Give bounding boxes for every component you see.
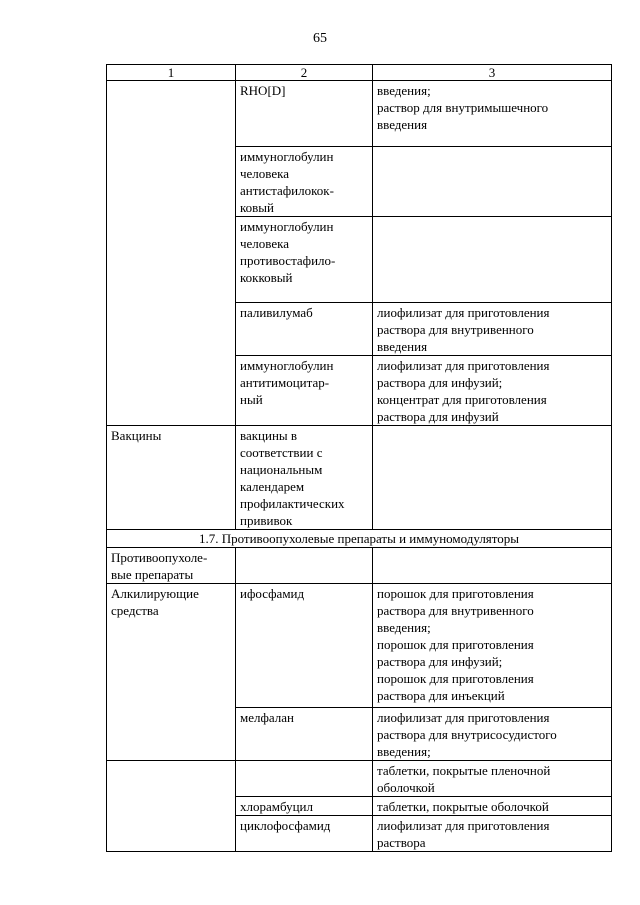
drug-name-cell: циклофосфамид <box>236 816 373 852</box>
column-header-3: 3 <box>373 65 612 81</box>
table-row <box>107 426 612 530</box>
drug-name-cell <box>236 548 373 584</box>
table-row <box>107 584 612 708</box>
dosage-form-cell: лиофилизат для приготовления раствора <box>373 816 612 852</box>
dosage-form-cell <box>373 426 612 530</box>
dosage-form-cell <box>373 217 612 303</box>
group-cell <box>107 761 236 852</box>
dosage-form-cell <box>373 548 612 584</box>
table-header-row <box>107 65 612 81</box>
dosage-form-cell: лиофилизат для приготовления раствора для внутрисосудистого введения; <box>373 708 612 761</box>
column-header-2: 2 <box>236 65 373 81</box>
dosage-form-cell: лиофилизат для приготовления раствора для инфузий; концентрат для приготовления раствора для инфузий <box>373 356 612 426</box>
table-row <box>107 548 612 584</box>
drug-name-cell: иммуноглобулин человека противостафило- кокковый <box>236 217 373 303</box>
drug-name-cell: иммуноглобулин человека антистафилокок- ковый <box>236 147 373 217</box>
section-heading-row <box>107 530 612 548</box>
drug-name-cell: паливилумаб <box>236 303 373 356</box>
drug-name-cell: хлорамбуцил <box>236 797 373 816</box>
dosage-form-cell: таблетки, покрытые оболочкой <box>373 797 612 816</box>
group-cell: Алкилирующие средства <box>107 584 236 761</box>
dosage-form-cell: порошок для приготовления раствора для внутривенного введения; порошок для приготовления раствора для инфузий; порошок для приготовления раствора для инъекций <box>373 584 612 708</box>
drug-name-cell: иммуноглобулин антитимоцитар- ный <box>236 356 373 426</box>
drug-name-cell: ифосфамид <box>236 584 373 708</box>
dosage-form-cell: лиофилизат для приготовления раствора для внутривенного введения <box>373 303 612 356</box>
group-cell <box>107 81 236 426</box>
table-row <box>107 81 612 147</box>
drug-name-cell: мелфалан <box>236 708 373 761</box>
dosage-form-cell: введения; раствор для внутримышечного введения <box>373 81 612 147</box>
drug-name-cell <box>236 761 373 797</box>
page-number: 65 <box>313 31 327 46</box>
group-cell: Вакцины <box>107 426 236 530</box>
drug-name-cell: вакцины в соответствии с национальным календарем профилактических прививок <box>236 426 373 530</box>
drug-table <box>106 64 612 852</box>
section-heading: 1.7. Противоопухолевые препараты и иммуномодуляторы <box>107 530 612 548</box>
column-header-1: 1 <box>107 65 236 81</box>
table-row <box>107 761 612 797</box>
dosage-form-cell <box>373 147 612 217</box>
drug-name-cell: RHO[D] <box>236 81 373 147</box>
dosage-form-cell: таблетки, покрытые пленочной оболочкой <box>373 761 612 797</box>
group-cell: Противоопухоле- вые препараты <box>107 548 236 584</box>
